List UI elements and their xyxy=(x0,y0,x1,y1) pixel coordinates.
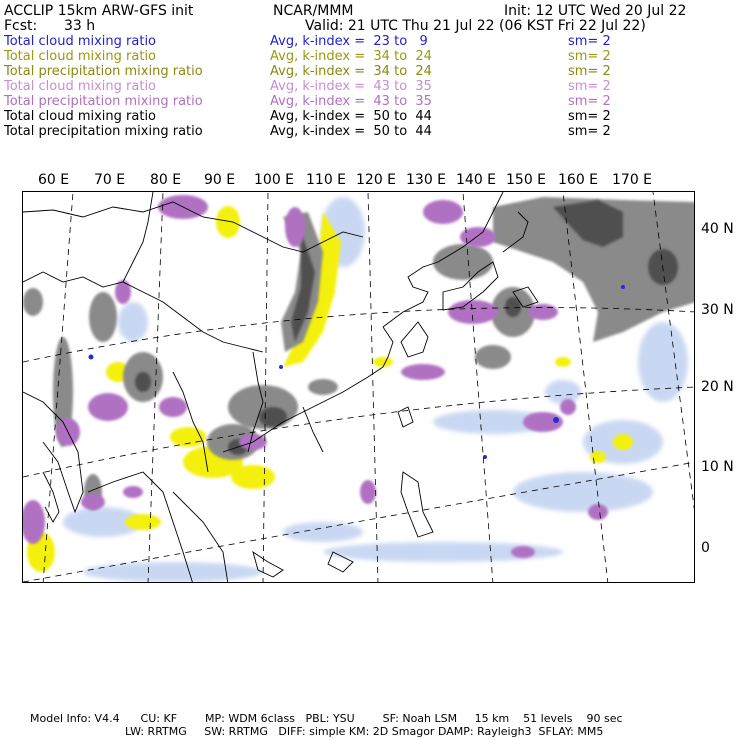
longitude-label: 90 E xyxy=(204,172,236,188)
field-name: Total cloud mixing ratio xyxy=(4,34,157,49)
longitude-label: 70 E xyxy=(94,172,126,188)
field-avg: Avg, k-index = 34 to 24 xyxy=(270,64,432,79)
valid-time: Valid: 21 UTC Thu 21 Jul 22 (06 KST Fri 22 Jul 22) xyxy=(305,18,646,34)
latitude-label: 0 xyxy=(701,540,710,556)
field-smoothing: sm= 2 xyxy=(568,124,611,139)
longitude-label: 100 E xyxy=(254,172,295,188)
map-svg xyxy=(23,192,695,583)
forecast-label: Fcst: xyxy=(4,18,38,34)
field-smoothing: sm= 2 xyxy=(568,94,611,109)
longitude-label: 130 E xyxy=(406,172,447,188)
field-name: Total precipitation mixing ratio xyxy=(4,124,203,139)
field-name: Total precipitation mixing ratio xyxy=(4,94,203,109)
latitude-label: 40 N xyxy=(701,221,734,237)
longitude-label: 170 E xyxy=(612,172,653,188)
field-smoothing: sm= 2 xyxy=(568,34,611,49)
field-smoothing: sm= 2 xyxy=(568,109,611,124)
field-name: Total precipitation mixing ratio xyxy=(4,64,203,79)
field-name: Total cloud mixing ratio xyxy=(4,109,157,124)
model-title: ACCLIP 15km ARW-GFS init xyxy=(4,3,194,19)
field-avg: Avg, k-index = 50 to 44 xyxy=(270,109,432,124)
longitude-label: 110 E xyxy=(306,172,347,188)
field-name: Total cloud mixing ratio xyxy=(4,49,157,64)
init-time: Init: 12 UTC Wed 20 Jul 22 xyxy=(504,3,687,19)
longitude-label: 80 E xyxy=(150,172,182,188)
latitude-label: 20 N xyxy=(701,379,734,395)
longitude-label: 150 E xyxy=(506,172,547,188)
center-label: NCAR/MMM xyxy=(273,3,354,19)
field-avg: Avg, k-index = 43 to 35 xyxy=(270,79,432,94)
field-avg: Avg, k-index = 23 to 9 xyxy=(270,34,428,49)
field-avg: Avg, k-index = 50 to 44 xyxy=(270,124,432,139)
forecast-hours: 33 h xyxy=(64,18,96,34)
longitude-label: 160 E xyxy=(558,172,599,188)
longitude-label: 60 E xyxy=(38,172,70,188)
field-smoothing: sm= 2 xyxy=(568,64,611,79)
latitude-label: 10 N xyxy=(701,459,734,475)
longitude-label: 140 E xyxy=(456,172,497,188)
field-smoothing: sm= 2 xyxy=(568,79,611,94)
map-panel xyxy=(22,191,695,583)
model-info-line2: LW: RRTMG SW: RRTMG DIFF: simple KM: 2D Smagor DAMP: Rayleigh3 SFLAY: MM5 xyxy=(125,725,604,738)
field-avg: Avg, k-index = 34 to 24 xyxy=(270,49,432,64)
latitude-label: 30 N xyxy=(701,302,734,318)
field-smoothing: sm= 2 xyxy=(568,49,611,64)
field-name: Total cloud mixing ratio xyxy=(4,79,157,94)
field-avg: Avg, k-index = 43 to 35 xyxy=(270,94,432,109)
model-info-line1: Model Info: V4.4 CU: KF MP: WDM 6class PBL: YSU SF: Noah LSM 15 km 51 levels 90 sec xyxy=(30,712,623,725)
longitude-label: 120 E xyxy=(356,172,397,188)
